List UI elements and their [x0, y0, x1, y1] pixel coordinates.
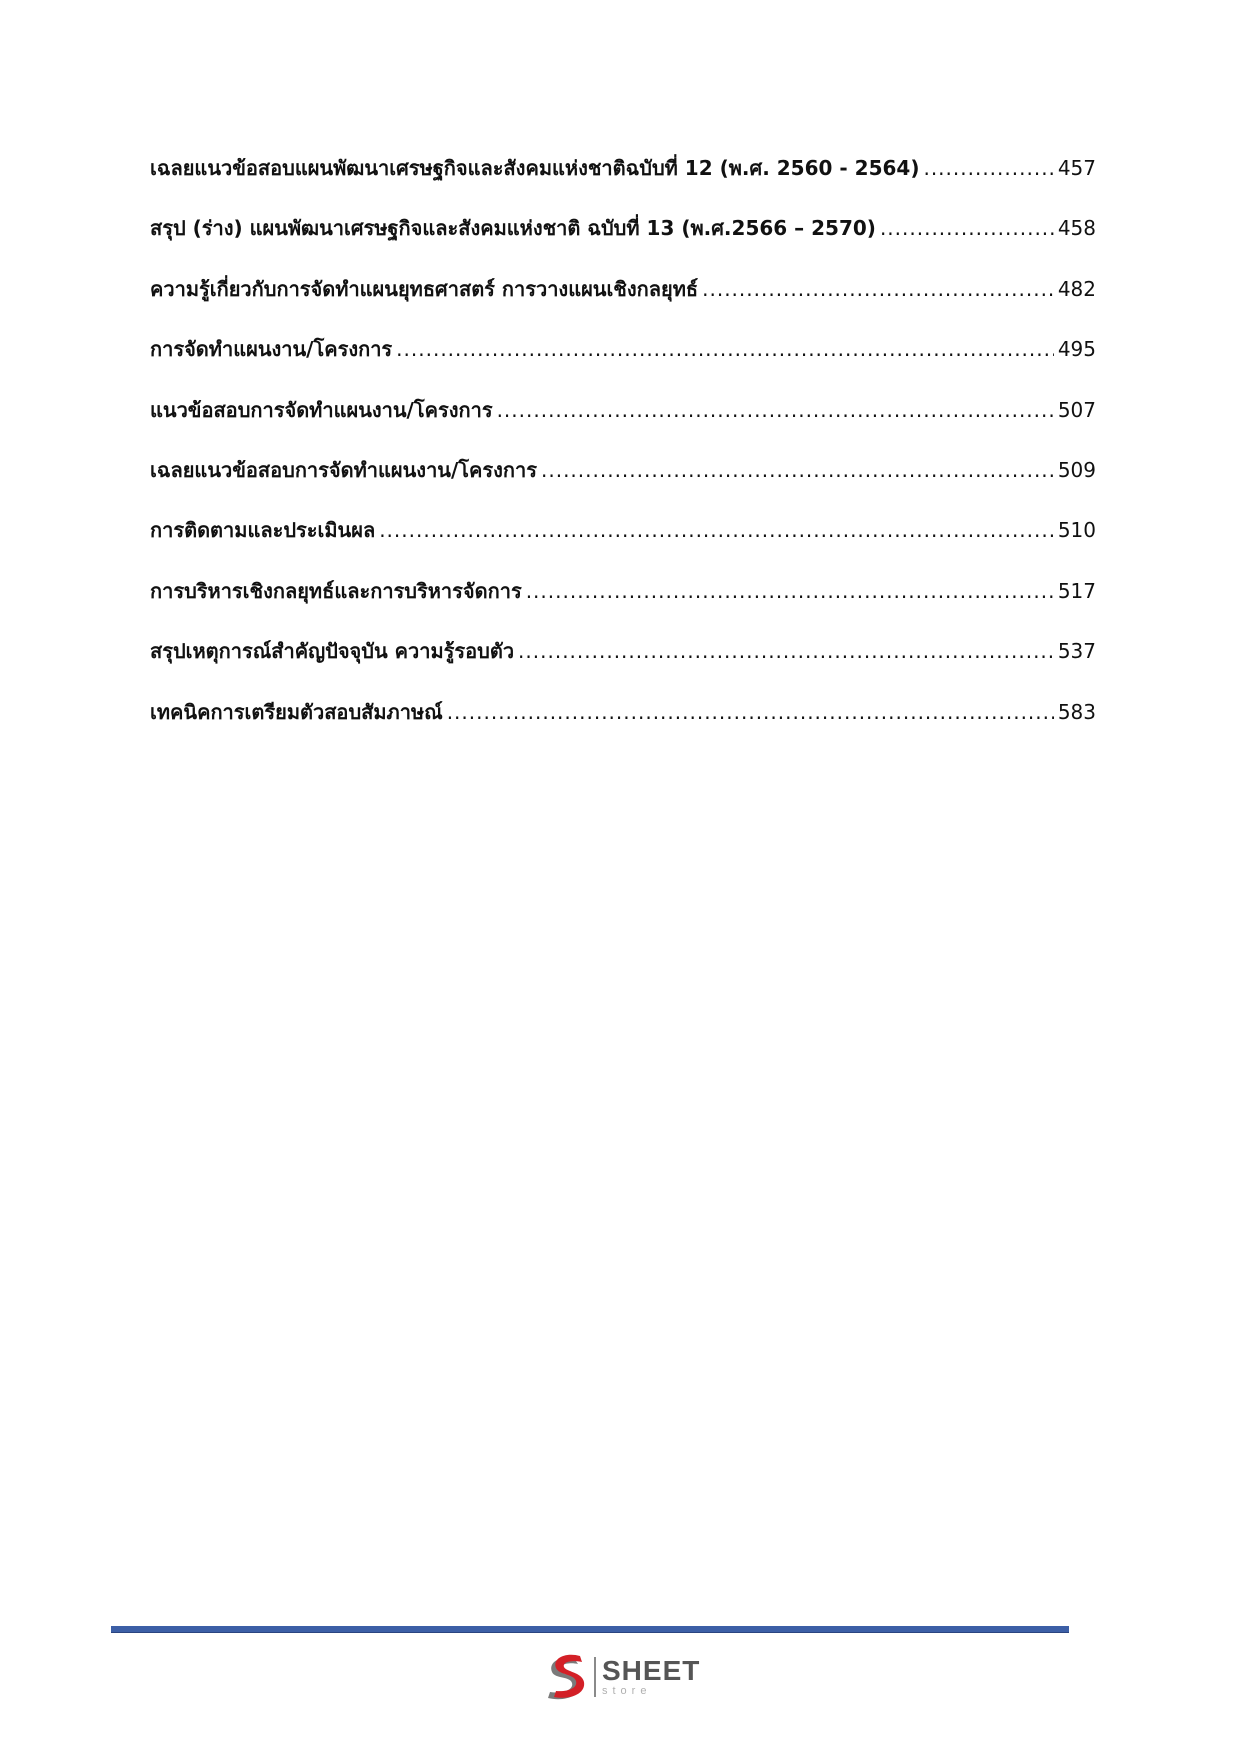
toc-entry-page: 510 — [1057, 518, 1096, 543]
toc-entry-page: 507 — [1057, 397, 1096, 422]
toc-entry-title: เฉลยแนวข้อสอบการจัดทำแผนงาน/โครงการ — [150, 457, 537, 482]
toc-entry-title: แนวข้อสอบการจัดทำแผนงาน/โครงการ — [150, 397, 493, 422]
toc-entry-page: 458 — [1057, 216, 1096, 241]
toc-entry[interactable] — [150, 152, 1096, 212]
sheet-store-logo — [540, 1652, 700, 1702]
table-of-contents — [150, 152, 1096, 756]
toc-entry-page: 495 — [1057, 337, 1096, 362]
toc-leader-dots — [880, 216, 1054, 240]
toc-entry[interactable] — [150, 635, 1096, 695]
logo-word: SHEET — [602, 1655, 701, 1686]
toc-entry[interactable] — [150, 273, 1096, 333]
toc-entry[interactable] — [150, 454, 1096, 514]
toc-entry-title: เฉลยแนวข้อสอบแผนพัฒนาเศรษฐกิจและสังคมแห่งชาติฉบับที่ 12 (พ.ศ. 2560 - 2564) — [150, 156, 920, 180]
toc-entry-title: สรุป (ร่าง) แผนพัฒนาเศรษฐกิจและสังคมแห่งชาติ ฉบับที่ 13 (พ.ศ.2566 – 2570) — [150, 216, 876, 241]
toc-entry-page: 537 — [1057, 639, 1096, 664]
toc-entry[interactable] — [150, 212, 1096, 272]
toc-leader-dots — [518, 639, 1054, 663]
logo-wordmark — [602, 1657, 700, 1697]
toc-entry[interactable] — [150, 514, 1096, 574]
toc-leader-dots — [497, 398, 1054, 422]
toc-leader-dots — [541, 458, 1054, 482]
toc-leader-dots — [396, 337, 1054, 361]
footer-divider — [111, 1626, 1069, 1633]
toc-leader-dots — [526, 579, 1054, 603]
toc-leader-dots — [379, 518, 1054, 542]
toc-entry-title: สรุปเหตุการณ์สำคัญปัจจุบัน ความรู้รอบตัว — [150, 639, 515, 664]
toc-entry-title: ความรู้เกี่ยวกับการจัดทำแผนยุทธศาสตร์ การวางแผนเชิงกลยุทธ์ — [150, 276, 699, 301]
toc-leader-dots — [447, 700, 1054, 724]
toc-entry-page: 517 — [1057, 578, 1096, 603]
logo-separator — [594, 1657, 596, 1697]
toc-entry-page: 457 — [1057, 156, 1096, 180]
toc-leader-dots — [923, 156, 1053, 180]
toc-entry-page: 482 — [1057, 276, 1096, 301]
toc-entry-title: การจัดทำแผนงาน/โครงการ — [150, 337, 393, 362]
toc-entry[interactable] — [150, 394, 1096, 454]
toc-entry[interactable] — [150, 696, 1096, 756]
sheet-store-logo-mark-icon — [540, 1652, 590, 1702]
logo-subword: store — [602, 1685, 652, 1697]
toc-leader-dots — [702, 277, 1054, 301]
toc-entry-title: การติดตามและประเมินผล — [150, 518, 376, 543]
toc-entry-page: 583 — [1057, 699, 1096, 724]
toc-entry-title: การบริหารเชิงกลยุทธ์และการบริหารจัดการ — [150, 578, 522, 603]
toc-entry[interactable] — [150, 575, 1096, 635]
toc-entry[interactable] — [150, 333, 1096, 393]
toc-entry-page: 509 — [1057, 457, 1096, 482]
toc-entry-title: เทคนิคการเตรียมตัวสอบสัมภาษณ์ — [150, 699, 443, 724]
